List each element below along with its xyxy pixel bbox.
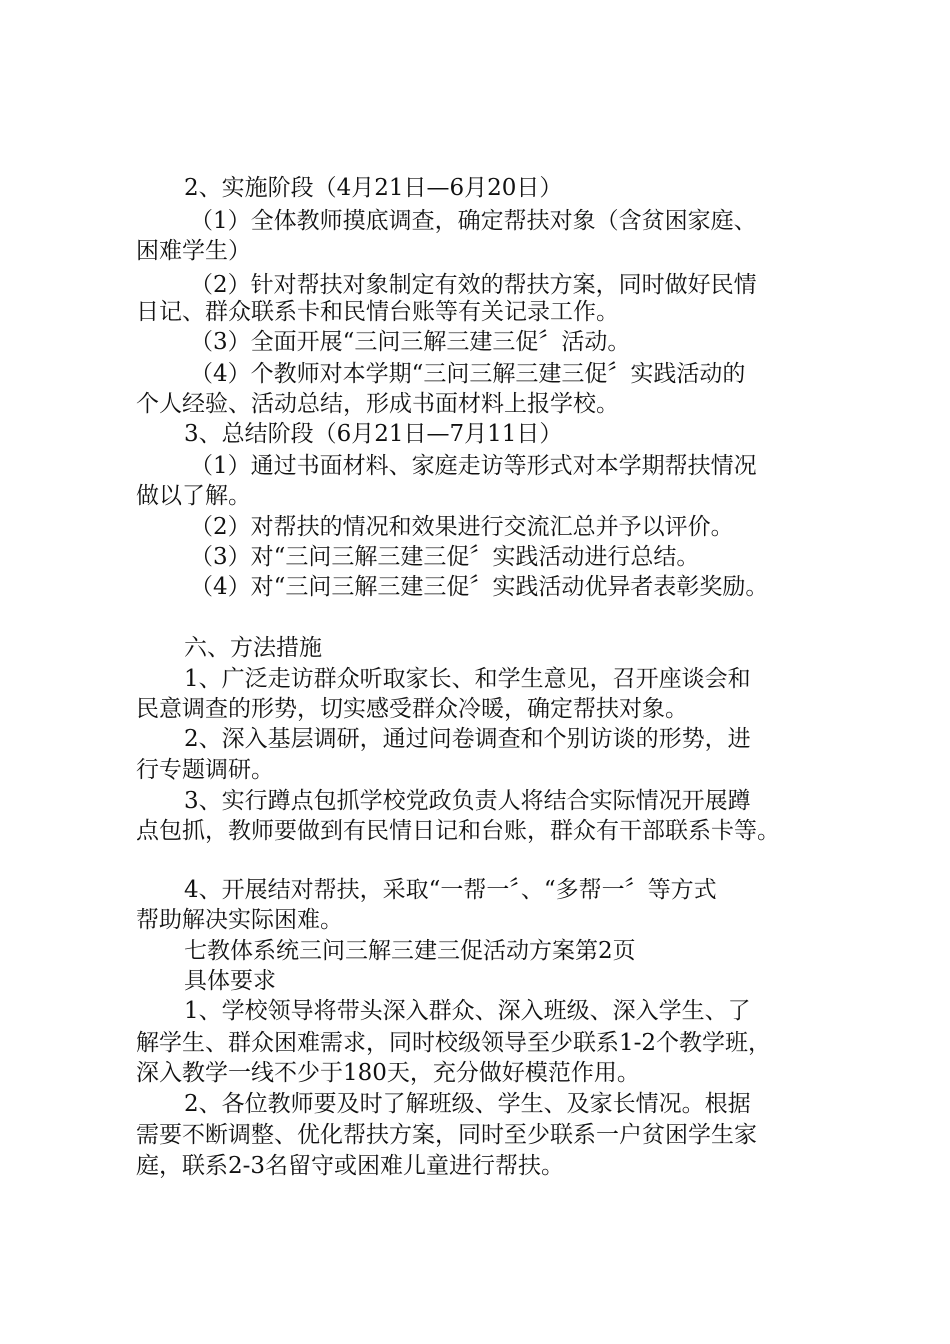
text-line: 3、实行蹲点包抓学校党政负责人将结合实际情况开展蹲 — [184, 788, 751, 814]
text-line: 困难学生） — [136, 238, 251, 264]
text-line: （2）对帮扶的情况和效果进行交流汇总并予以评价。 — [190, 514, 734, 540]
text-line: 庭，联系2-3名留守或困难儿童进行帮扶。 — [136, 1153, 565, 1179]
text-line: 深入教学一线不少于180天，充分做好模范作用。 — [136, 1060, 640, 1086]
text-line: 1、学校领导将带头深入群众、深入班级、深入学生、了 — [184, 998, 751, 1024]
text-line: 2、实施阶段（4月21日—6月20日） — [184, 175, 563, 201]
section-heading: 六、方法措施 — [184, 635, 322, 661]
text-line: 4、开展结对帮扶，采取“一帮一〞、“多帮一〞等方式 — [184, 877, 717, 903]
section-heading: 具体要求 — [184, 968, 276, 994]
text-line: 1、广泛走访群众听取家长、和学生意见，召开座谈会和 — [184, 666, 751, 692]
text-line: 解学生、群众困难需求，同时校级领导至少联系1-2个教学班， — [136, 1030, 772, 1056]
text-line: 2、深入基层调研，通过问卷调查和个别访谈的形势，进 — [184, 726, 751, 752]
text-line: （1）通过书面材料、家庭走访等形式对本学期帮扶情况 — [190, 453, 757, 479]
text-line: 3、总结阶段（6月21日—7月11日） — [184, 421, 563, 447]
text-line: （1）全体教师摸底调查，确定帮扶对象（含贫困家庭、 — [190, 208, 757, 234]
text-line: 需要不断调整、优化帮扶方案，同时至少联系一户贫困学生家 — [136, 1122, 757, 1148]
text-line: （4）个教师对本学期“三问三解三建三促〞实践活动的 — [190, 361, 746, 387]
text-line: （4）对“三问三解三建三促〞实践活动优异者表彰奖励。 — [190, 574, 769, 600]
page-footer-text: 七教体系统三问三解三建三促活动方案第2页 — [184, 938, 636, 964]
text-line: （3）对“三问三解三建三促〞实践活动进行总结。 — [190, 544, 700, 570]
text-line: 行专题调研。 — [136, 757, 274, 783]
text-line: 帮助解决实际困难。 — [136, 907, 343, 933]
text-line: 日记、群众联系卡和民情台账等有关记录工作。 — [136, 299, 619, 325]
text-line: 2、各位教师要及时了解班级、学生、及家长情况。根据 — [184, 1091, 751, 1117]
text-line: 个人经验、活动总结，形成书面材料上报学校。 — [136, 391, 619, 417]
text-line: （3）全面开展“三问三解三建三促〞活动。 — [190, 329, 631, 355]
text-line: 点包抓，教师要做到有民情日记和台账，群众有干部联系卡等。 — [136, 818, 780, 844]
text-line: 做以了解。 — [136, 483, 251, 509]
text-line: （2）针对帮扶对象制定有效的帮扶方案，同时做好民情 — [190, 272, 757, 298]
text-line: 民意调查的形势，切实感受群众冷暖，确定帮扶对象。 — [136, 696, 688, 722]
